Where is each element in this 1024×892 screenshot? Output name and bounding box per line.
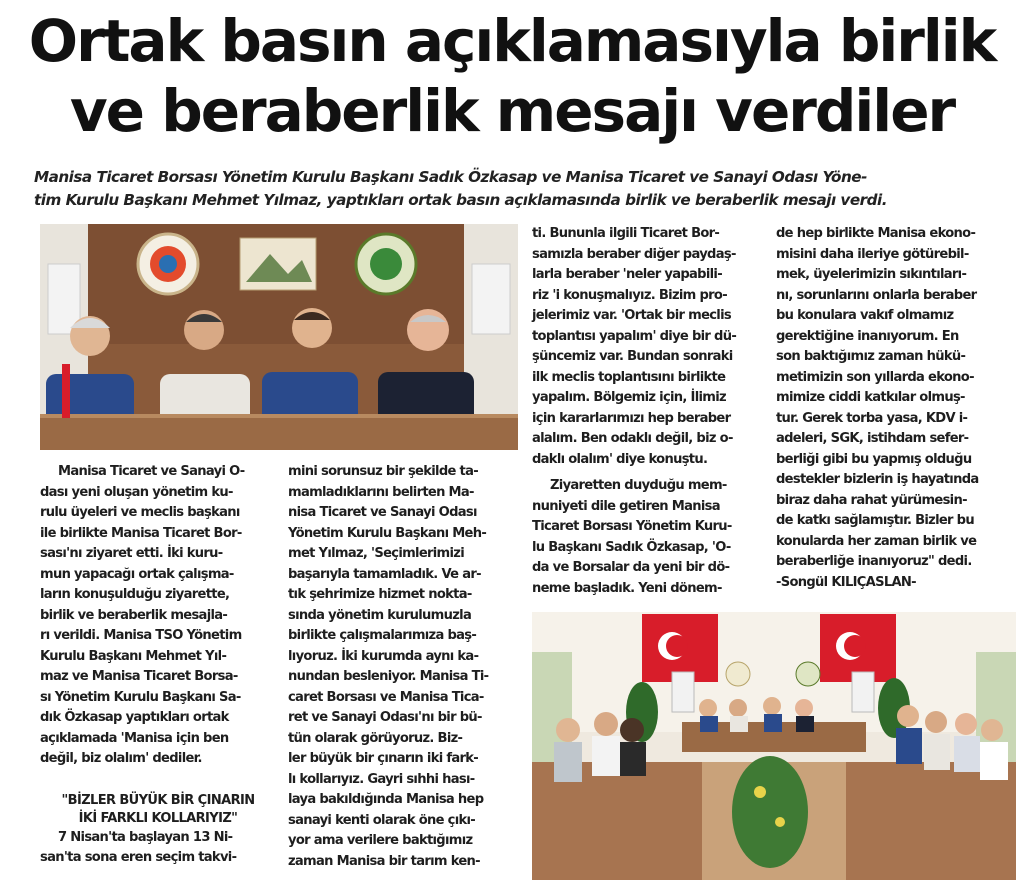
- column-4-line: bu konulara vakıf olmamız: [776, 308, 954, 323]
- column-3-line: nuniyeti dile getiren Manisa: [532, 498, 720, 514]
- column-3-line: riz 'i konuşmalıyız. Bizim pro-: [532, 287, 727, 303]
- column-4-line: adeleri, SGK, istihdam sefer-: [776, 431, 969, 446]
- bottom-photo: [532, 612, 1016, 880]
- column-1-line: rı verildi. Manisa TSO Yönetim: [40, 628, 242, 643]
- column-2-line: tık şehrimize hizmet nokta-: [288, 587, 472, 602]
- column-2-line: zaman Manisa bir tarım ken-: [288, 853, 480, 869]
- column-4-line: -Songül KILIÇASLAN-: [776, 574, 916, 590]
- column-1-line: Kurulu Başkanı Mehmet Yıl-: [40, 648, 227, 664]
- column-2-line: sında yönetim kurulumuzla: [288, 607, 472, 623]
- column-1-line: sı Yönetim Kurulu Başkanı Sa-: [40, 689, 241, 705]
- column-1-line: ların konuşulduğu ziyarette,: [40, 587, 230, 602]
- column-1-after: [40, 828, 276, 869]
- column-2-line: lıyoruz. İki kurumda aynı ka-: [288, 648, 479, 664]
- column-1-after-line: 7 Nisan'ta başlayan 13 Ni-: [58, 829, 233, 845]
- column-4-line: mek, üyelerimizin sıkıntıları-: [776, 267, 967, 282]
- column-3-body: [532, 224, 760, 599]
- column-4-line: berliği gibi bu yapmış olduğu: [776, 451, 972, 467]
- subhead-line-1: "BİZLER BÜYÜK BİR ÇINARIN: [61, 792, 255, 808]
- column-1-line: açıklamada 'Manisa için ben: [40, 730, 229, 746]
- column-1-line: değil, biz olalım' dediler.: [40, 751, 202, 766]
- column-3-line: da ve Borsalar da yeni bir dö-: [532, 560, 730, 575]
- column-4-line: biraz daha rahat yürümesin-: [776, 492, 967, 508]
- column-4-line: de hep birlikte Manisa ekono-: [776, 226, 976, 241]
- column-1-line: maz ve Manisa Ticaret Borsa-: [40, 669, 238, 684]
- column-4-line: misini daha ileriye götürebil-: [776, 246, 969, 262]
- column-4: [776, 224, 1016, 593]
- column-3-line: ilk meclis toplantısını birlikte: [532, 369, 726, 385]
- column-1-line: dık Özkasap yaptıkları ortak: [40, 710, 229, 725]
- column-4-line: nı, sorunlarını onlarla beraber: [776, 287, 977, 303]
- column-2: [288, 462, 520, 872]
- subhead-line-2: İKİ FARKLI KOLLARIYIZ": [78, 810, 238, 826]
- column-2-line: birlikte çalışmalarımıza baş-: [288, 628, 477, 643]
- column-4-line: mimize ciddi katkılar olmuş-: [776, 390, 965, 405]
- column-2-line: başarıyla tamamladık. Ve ar-: [288, 566, 481, 582]
- column-3-line: lu Başkanı Sadık Özkasap, 'O-: [532, 539, 731, 555]
- column-1-line: rulu üyeleri ve meclis başkanı: [40, 505, 240, 520]
- column-2-line: tün olarak görüyoruz. Biz-: [288, 730, 463, 746]
- column-2-line: lı kollarıyız. Gayri sıhhi hası-: [288, 771, 475, 787]
- subhead: [40, 792, 276, 828]
- column-1-line: dası yeni oluşan yönetim ku-: [40, 484, 233, 500]
- column-2-line: yor ama verilere baktığımız: [288, 833, 473, 848]
- column-2-line: mini sorunsuz bir şekilde ta-: [288, 464, 478, 479]
- column-3-line: toplantısı yapalım' diye bir dü-: [532, 328, 737, 344]
- column-3-line: ti. Bununla ilgili Ticaret Bor-: [532, 226, 720, 241]
- meeting-photo-illustration: [40, 224, 518, 450]
- column-1-line: Manisa Ticaret ve Sanayi O-: [58, 464, 245, 479]
- column-3-line: Ticaret Borsası Yönetim Kuru-: [532, 519, 732, 534]
- column-3-line: larla beraber 'neler yapabili-: [532, 267, 722, 282]
- column-1-body: [40, 462, 276, 770]
- column-2-line: ler büyük bir çınarın iki fark-: [288, 751, 478, 766]
- headline: [10, 6, 1014, 146]
- column-4-line: destekler bizlerin iş hayatında: [776, 472, 979, 487]
- lead-line-2: tim Kurulu Başkanı Mehmet Yılmaz, yaptıkları ortak basın açıklamasında birlik ve beraberlik mesajı verdi.: [34, 191, 887, 209]
- column-4-line: metimizin son yıllarda ekono-: [776, 369, 974, 385]
- column-4-line: konularda her zaman birlik ve: [776, 533, 977, 549]
- column-2-line: laya bakıldığında Manisa hep: [288, 792, 484, 807]
- column-3-line: için kararlarımızı hep beraber: [532, 410, 731, 426]
- headline-line-2: ve beraberlik mesajı verdiler: [69, 77, 955, 145]
- column-2-line: met Yılmaz, 'Seçimlerimizi: [288, 546, 465, 561]
- column-1-line: mun yapacağı ortak çalışma-: [40, 566, 234, 582]
- column-2-line: nisa Ticaret ve Sanayi Odası: [288, 505, 477, 520]
- column-3-line: daklı olalım' diye konuştu.: [532, 451, 708, 467]
- column-3-line: Ziyaretten duyduğu mem-: [550, 478, 727, 493]
- column-3-line: samızla beraber diğer paydaş-: [532, 246, 736, 262]
- column-4-line: beraberliğe inanıyoruz" dedi.: [776, 554, 972, 569]
- column-4-line: tur. Gerek torba yasa, KDV i-: [776, 410, 968, 426]
- lead-paragraph: [34, 166, 1014, 212]
- column-2-line: mamladıklarını belirten Ma-: [288, 484, 474, 500]
- column-2-body: [288, 462, 520, 872]
- column-4-line: gerektiğine inanıyorum. En: [776, 328, 959, 344]
- column-3-line: şüncemiz var. Bundan sonraki: [532, 349, 733, 364]
- column-3-line: neme başladık. Yeni dönem-: [532, 580, 722, 596]
- column-3-line: yapalım. Bölgemiz için, İlimiz: [532, 390, 726, 405]
- column-1-line: birlik ve beraberlik mesajla-: [40, 607, 228, 623]
- column-1: [40, 462, 276, 869]
- top-photo: [40, 224, 518, 450]
- headline-line-1: Ortak basın açıklamasıyla birlik: [28, 7, 996, 75]
- column-3-line: alalım. Ben odaklı değil, biz o-: [532, 431, 733, 446]
- conference-room-illustration: [532, 612, 1016, 880]
- column-2-line: Yönetim Kurulu Başkanı Meh-: [288, 525, 487, 541]
- column-3-line: jelerimiz var. 'Ortak bir meclis: [532, 308, 731, 323]
- column-2-line: ret ve Sanayi Odası'nı bir bü-: [288, 710, 482, 725]
- lead-line-1: Manisa Ticaret Borsası Yönetim Kurulu Başkanı Sadık Özkasap ve Manisa Ticaret ve Sanayi Odası Yöne-: [34, 168, 867, 186]
- column-1-after-line: san'ta sona eren seçim takvi-: [40, 850, 237, 865]
- column-1-line: ile birlikte Manisa Ticaret Bor-: [40, 525, 242, 541]
- column-3: [532, 224, 760, 599]
- column-1-line: sası'nı ziyaret etti. İki kuru-: [40, 546, 223, 561]
- column-2-line: caret Borsası ve Manisa Tica-: [288, 689, 484, 705]
- column-4-line: son baktığımız zaman hükü-: [776, 349, 966, 364]
- column-2-line: sanayi kenti olarak öne çıkı-: [288, 812, 476, 828]
- column-4-body: [776, 224, 1016, 593]
- column-2-line: nundan besleniyor. Manisa Ti-: [288, 669, 489, 684]
- column-4-line: de katkı sağlamıştır. Bizler bu: [776, 513, 974, 528]
